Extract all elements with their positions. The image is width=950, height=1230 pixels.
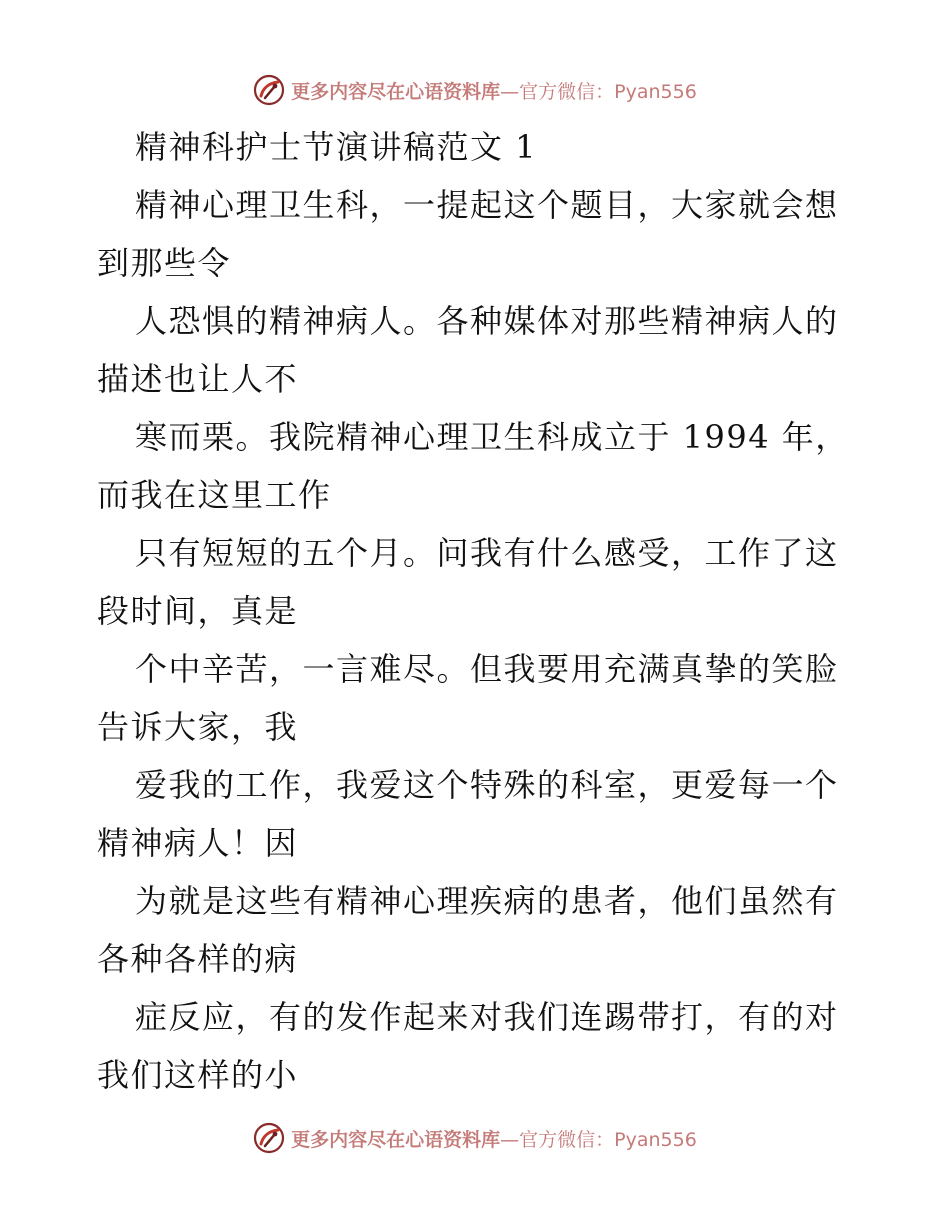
- banner-contact: 官方微信：Pyan556: [519, 1128, 697, 1151]
- text-line: 到那些令: [97, 244, 232, 282]
- banner-text: [291, 77, 697, 104]
- header-banner-inner: [253, 74, 697, 106]
- banner-text: [291, 1125, 697, 1152]
- banner-separator: —: [500, 1128, 520, 1151]
- text-line: 而我在这里工作: [97, 476, 332, 514]
- footer-banner: [0, 1118, 950, 1158]
- document-title: 精神科护士节演讲稿范文 1: [135, 128, 538, 166]
- text-line: 爱我的工作，我爱这个特殊的科室，更爱每一个: [135, 766, 839, 804]
- text-line: 症反应，有的发作起来对我们连踢带打，有的对: [135, 998, 839, 1036]
- header-banner: [0, 70, 950, 110]
- footer-banner-inner: [253, 1122, 697, 1154]
- brand-logo-icon: [253, 74, 285, 106]
- text-line: 段时间，真是: [97, 592, 299, 630]
- text-line: 寒而栗。我院精神心理卫生科成立于 1994 年，: [135, 418, 849, 456]
- text-line: 精神病人！因: [97, 824, 299, 862]
- text-line: 人恐惧的精神病人。各种媒体对那些精神病人的: [135, 302, 839, 340]
- text-line: 各种各样的病: [97, 940, 299, 978]
- banner-title: 更多内容尽在心语资料库: [291, 1128, 501, 1151]
- text-line: 精神心理卫生科，一提起这个题目，大家就会想: [135, 186, 839, 224]
- text-line: 只有短短的五个月。问我有什么感受，工作了这: [135, 534, 839, 572]
- brand-logo-icon: [253, 1122, 285, 1154]
- text-line: 个中辛苦，一言难尽。但我要用充满真挚的笑脸: [135, 650, 839, 688]
- banner-title: 更多内容尽在心语资料库: [291, 80, 501, 103]
- text-line: 为就是这些有精神心理疾病的患者，他们虽然有: [135, 882, 839, 920]
- document-body: [97, 118, 857, 1104]
- text-line: 告诉大家，我: [97, 708, 299, 746]
- text-line: 描述也让人不: [97, 360, 299, 398]
- banner-separator: —: [500, 80, 520, 103]
- text-line: 我们这样的小: [97, 1056, 299, 1094]
- banner-contact: 官方微信：Pyan556: [519, 80, 697, 103]
